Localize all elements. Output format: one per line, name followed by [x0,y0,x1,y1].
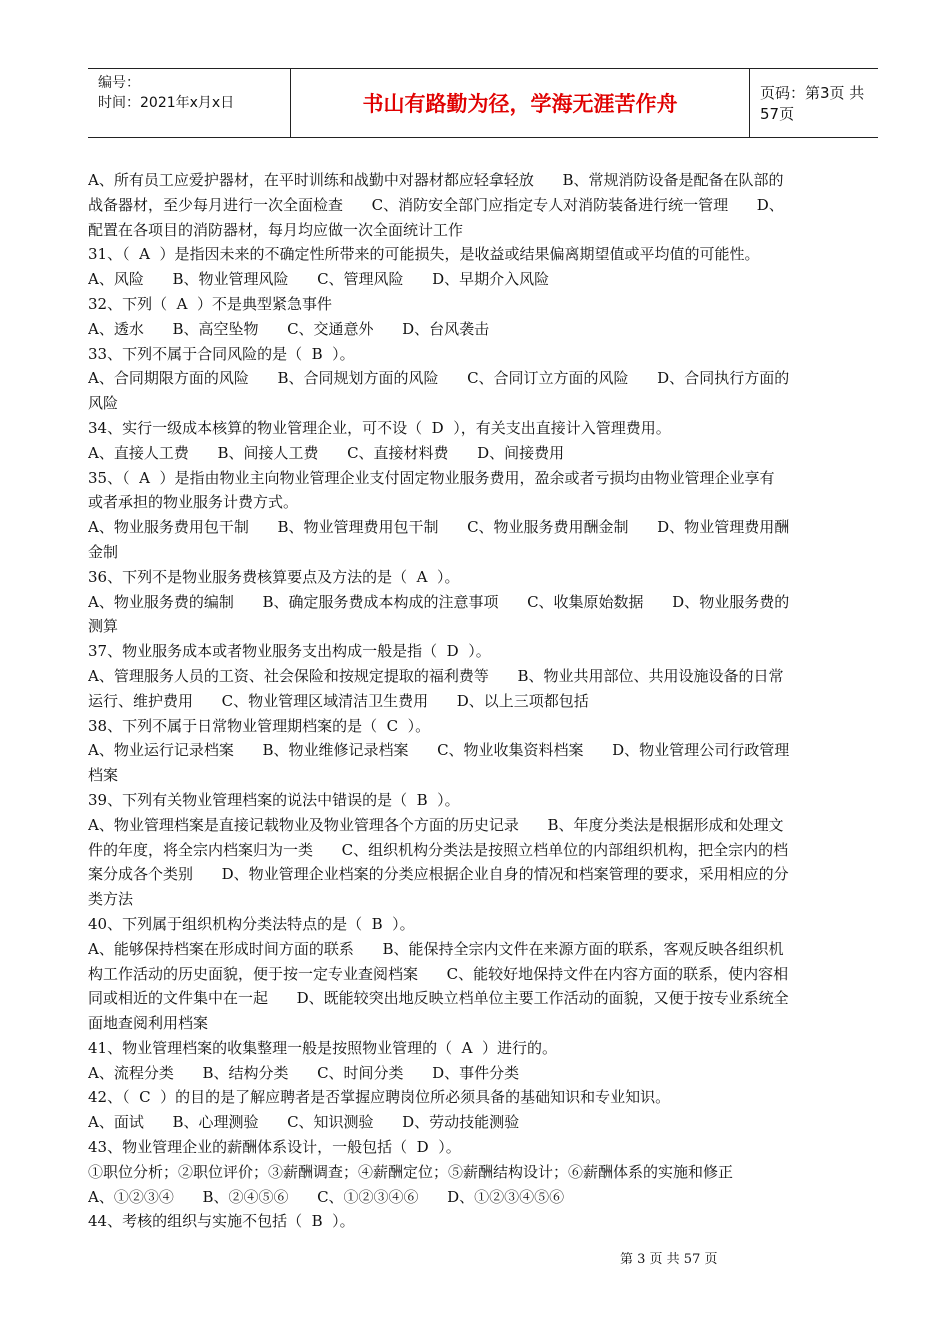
text-line: 运行、维护费用 C、物业管理区域清洁卫生费用 D、以上三项都包括 [88,691,589,710]
text-line: A、能够保持档案在形成时间方面的联系 B、能保持全宗内文件在来源方面的联系，客观反映各组织机 [88,939,784,958]
text-line: A、管理服务人员的工资、社会保险和按规定提取的福利费等 B、物业共用部位、共用设施设备的日常 [88,666,784,685]
text-line: 38、下列不属于日常物业管理期档案的是（ C ）。 [88,716,431,735]
text-line: A、风险 B、物业管理风险 C、管理风险 D、早期介入风险 [88,270,550,289]
text-line: 40、下列属于组织机构分类法特点的是（ B ）。 [88,914,415,933]
text-line: 风险 [88,394,119,413]
text-line: 类方法 [88,890,134,909]
text-line: 档案 [88,766,119,785]
text-line: 33、下列不属于合同风险的是（ B ）。 [88,344,355,363]
text-line: 同或相近的文件集中在一起 D、既能较突出地反映立档单位主要工作活动的面貌，又便于按专业系统全 [88,989,789,1008]
text-line: 36、下列不是物业服务费核算要点及方法的是（ A ）。 [88,567,460,586]
text-line: 或者承担的物业服务计费方式。 [88,493,299,512]
text-line: A、面试 B、心理测验 C、知识测验 D、劳动技能测验 [88,1113,520,1132]
text-line: A、物业服务费用包干制 B、物业管理费用包干制 C、物业服务费用酬金制 D、物业管理费用酬 [88,518,790,537]
text-line: 39、下列有关物业管理档案的说法中错误的是（ B ）。 [88,790,460,809]
page-footer: 第 3 页 共 57 页 [620,1252,718,1267]
text-line: A、物业服务费的编制 B、确定服务费成本构成的注意事项 C、收集原始数据 D、物业服务费的 [88,592,790,611]
text-line: 42、（ C ）的目的是了解应聘者是否掌握应聘岗位所必须具备的基础知识和专业知识。 [88,1088,671,1107]
document-body [88,168,878,1234]
text-line: A、合同期限方面的风险 B、合同规划方面的风险 C、合同订立方面的风险 D、合同执行方面的 [88,369,790,388]
text-line: 41、物业管理档案的收集整理一般是按照物业管理的（ A ）进行的。 [88,1038,557,1057]
text-line: A、①②③④ B、②④⑤⑥ C、①②③④⑥ D、①②③④⑤⑥ [88,1187,565,1206]
number-label: 编号： [98,75,140,91]
text-line: ①职位分析；②职位评价；③薪酬调查；④薪酬定位；⑤薪酬结构设计；⑥薪酬体系的实施和修正 [88,1162,734,1181]
text-line: 44、考核的组织与实施不包括（ B ）。 [88,1212,355,1231]
text-line: A、透水 B、高空坠物 C、交通意外 D、台风袭击 [88,319,490,338]
text-line: 35、（ A ）是指由物业主向物业管理企业支付固定物业服务费用，盈余或者亏损均由物业管理企业享有 [88,468,775,487]
text-line: 件的年度，将全宗内档案归为一类 C、组织机构分类法是按照立档单位的内部组织机构，把全宗内的档 [88,840,789,859]
header-meta [88,69,290,137]
text-line: 34、实行一级成本核算的物业管理企业，可不设（ D ），有关支出直接计入管理费用。 [88,418,671,437]
text-line: 构工作活动的历史面貌，便于按一定专业查阅档案 C、能较好地保持文件在内容方面的联系，使内容相 [88,964,789,983]
text-line: 31、（ A ）是指因未来的不确定性所带来的可能损失，是收益或结果偏离期望值或平均值的可能性。 [88,245,760,264]
text-line: 测算 [88,617,119,636]
text-line: 面地查阅利用档案 [88,1014,209,1033]
text-line: 32、下列（ A ）不是典型紧急事件 [88,294,332,313]
time-label: 时间：2021年x月x日 [98,95,235,111]
text-line: A、物业运行记录档案 B、物业维修记录档案 C、物业收集资料档案 D、物业管理公司行政管理 [88,741,790,760]
text-line: 案分成各个类别 D、物业管理企业档案的分类应根据企业自身的情况和档案管理的要求，采用相应的分 [88,865,789,884]
text-line: 金制 [88,542,119,561]
motto: 书山有路勤为径，学海无涯苦作舟 [290,69,750,137]
text-line: 战备器材，至少每月进行一次全面检查 C、消防安全部门应指定专人对消防装备进行统一管理 D、 [88,195,784,214]
text-line: A、所有员工应爱护器材，在平时训练和战勤中对器材都应轻拿轻放 B、常规消防设备是配备在队部的 [88,171,784,189]
page-header [88,68,878,138]
text-line: A、物业管理档案是直接记载物业及物业管理各个方面的历史记录 B、年度分类法是根据形成和处理文 [88,815,784,834]
page-indicator: 页码：第3页 共57页 [760,84,865,123]
text-line: A、流程分类 B、结构分类 C、时间分类 D、事件分类 [88,1063,520,1082]
text-line: 配置在各项目的消防器材，每月均应做一次全面统计工作 [88,220,464,239]
text-line: A、直接人工费 B、间接人工费 C、直接材料费 D、间接费用 [88,443,565,462]
text-line: 43、物业管理企业的薪酬体系设计，一般包括（ D ）。 [88,1138,461,1157]
text-line: 37、物业服务成本或者物业服务支出构成一般是指（ D ）。 [88,642,491,661]
